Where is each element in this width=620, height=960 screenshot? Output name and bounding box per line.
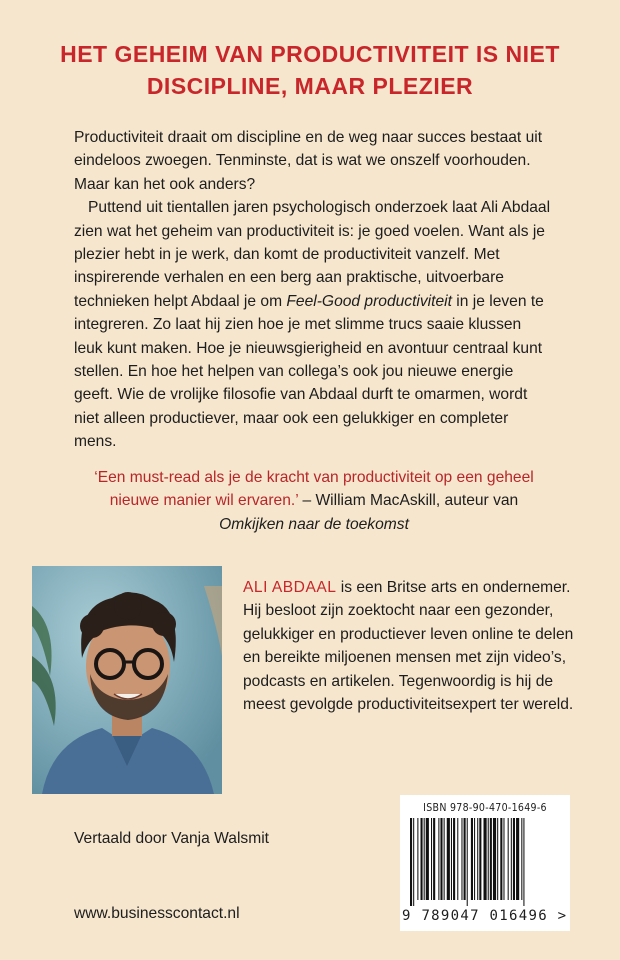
- barcode-bar: [523, 818, 524, 906]
- barcode-bar: [426, 818, 429, 900]
- quote-text: ‘Een must-read als je de kracht van productiviteit op een geheel nieuwe manier wil ervaren.’: [94, 469, 534, 510]
- author-bio-text: is een Britse arts en ondernemer. Hij besloot zijn zoektocht naar een gezonder, gelukkiger en productiever leven online te delen en bereikte miljoenen mensen met zijn video’s, podcasts en artikelen. Tegenwoordig is hij de meest gevolgde productiviteitsexpert ter wereld.: [243, 579, 574, 714]
- headline-line-1: HET GEHEIM VAN PRODUCTIVITEIT IS NIET: [60, 41, 560, 67]
- barcode-bar: [410, 818, 412, 906]
- blurb-p2-end: in je leven te integreren. Zo laat hij zien hoe je met slimme trucs saaie klussen leuk kunt maken. Hoe je nieuwsgierigheid en avontuur centraal kunt stellen. En hoe het helpen van collega’s ook jou nieuwe energie geeft. Wie de vrolijke filosofie van Abdaal durft te omarmen, wordt niet alleen productiever, maar ook een gelukkiger en completer mens.: [74, 292, 544, 451]
- barcode-bar: [451, 818, 452, 900]
- headline-line-2: DISCIPLINE, MAAR PLEZIER: [146, 73, 474, 99]
- barcode-bar: [479, 818, 481, 900]
- barcode-bar: [457, 818, 458, 900]
- isbn-number: ISBN 978-90-470-1649-6: [423, 802, 547, 814]
- barcode-bar: [447, 818, 450, 900]
- barcode-bar: [474, 818, 475, 900]
- blurb-p2-italic: Feel-Good productiviteit: [286, 292, 452, 310]
- endorsement-quote: [74, 466, 554, 536]
- barcode-bar: [461, 818, 462, 900]
- barcode-bar: [417, 818, 418, 900]
- ean-digits: 9 789047 016496 >: [402, 908, 568, 924]
- barcode-bar: [508, 818, 509, 900]
- quote-book-title: Omkijken naar de toekomst: [219, 515, 409, 533]
- barcode-bar: [500, 818, 502, 900]
- barcode-bar: [511, 818, 512, 900]
- barcode-bar: [453, 818, 455, 900]
- author-bio: [243, 576, 583, 716]
- author-photo: [32, 566, 222, 794]
- barcode-bar: [488, 818, 489, 900]
- barcode-bar: [413, 818, 414, 906]
- barcode-bar: [503, 818, 504, 900]
- barcode-bar: [513, 818, 515, 900]
- barcode-bar: [444, 818, 445, 900]
- barcode-bar: [521, 818, 522, 900]
- barcode-bar: [467, 818, 468, 906]
- barcode-bar: [431, 818, 432, 900]
- book-blurb: [74, 126, 554, 454]
- barcode-bar: [433, 818, 435, 900]
- quote-attribution: – William MacAskill, auteur van: [298, 492, 519, 510]
- blurb-paragraph-2: [74, 196, 554, 453]
- barcode-bar: [516, 818, 519, 900]
- barcode-bar: [471, 818, 473, 900]
- barcode-bar: [464, 818, 466, 900]
- blurb-paragraph-1: Productiviteit draait om discipline en de weg naar succes bestaat uit eindeloos zwoegen. Tenminste, dat is wat we onszelf voorhouden. Maar kan het ook anders?: [74, 129, 543, 193]
- author-name: ALI ABDAAL: [243, 579, 337, 596]
- blurb-p2-start: Puttend uit tientallen jaren psychologisch onderzoek laat Ali Abdaal zien wat het geheim van productiviteit is: je goed voelen. Want als je plezier hebt in je werk, dan komt de productiviteit vanzelf. Met inspirerende verhalen en een berg aan praktische, uitvoerbare technieken helpt Abdaal je om: [74, 199, 551, 310]
- barcode-bar: [484, 818, 487, 900]
- barcode-bar: [493, 818, 496, 900]
- barcode-bar: [490, 818, 492, 900]
- barcode-bar: [497, 818, 498, 900]
- translator-credit: Vertaald door Vanja Walsmit: [74, 830, 270, 847]
- barcode-bars: [408, 818, 562, 906]
- barcode-bar: [424, 818, 425, 900]
- back-cover-headline: [40, 38, 580, 102]
- isbn-barcode: [400, 795, 570, 931]
- barcode-bar: [438, 818, 439, 900]
- publisher-website: www.businesscontact.nl: [74, 905, 240, 922]
- barcode-bar: [477, 818, 478, 900]
- barcode-bar: [440, 818, 442, 900]
- barcode-bar: [421, 818, 423, 900]
- author-portrait-illustration: [32, 566, 222, 794]
